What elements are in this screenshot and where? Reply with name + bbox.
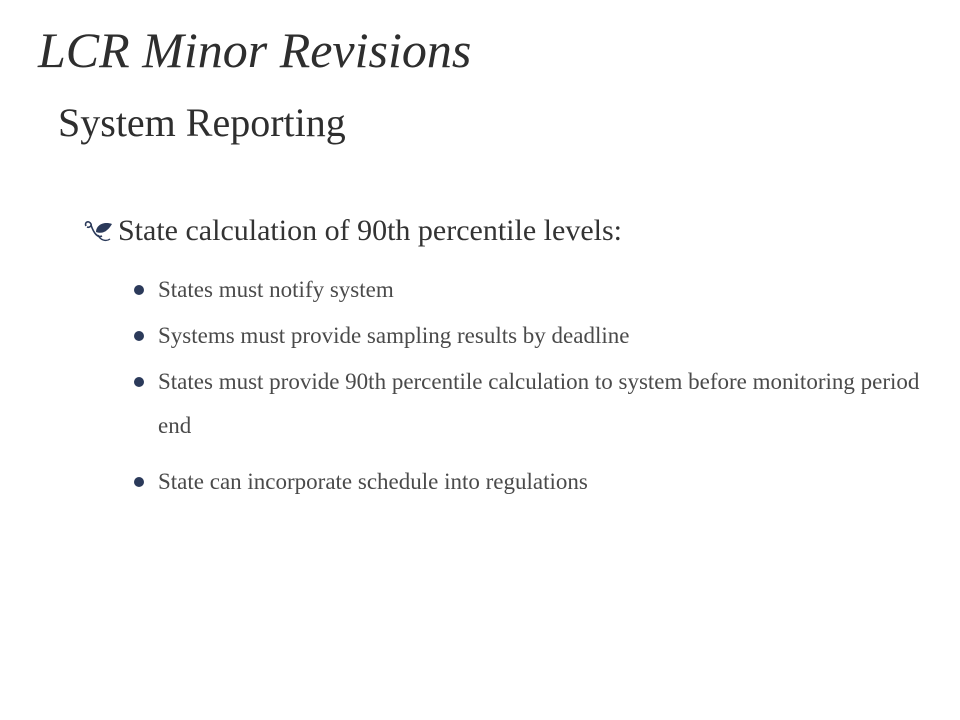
bullet-dot-icon [134,331,144,341]
list-item [132,460,932,504]
list-item [132,268,932,312]
list-item-text: States must notify system [158,277,394,302]
list-item [132,314,932,358]
slide-subtitle: System Reporting [58,100,346,145]
list-item [132,360,932,448]
main-bullet-text: State calculation of 90th percentile levels: [118,214,622,247]
list-item-text: State can incorporate schedule into regulations [158,469,588,494]
slide-title: LCR Minor Revisions [38,22,472,78]
main-bullet [82,214,622,248]
bullet-dot-icon [134,377,144,387]
bullet-dot-icon [134,285,144,295]
fleuron-icon [82,216,116,246]
list-item-text: States must provide 90th percentile calculation to system before monitoring period end [158,369,920,438]
bullet-dot-icon [134,477,144,487]
list-item-text: Systems must provide sampling results by deadline [158,323,630,348]
sub-bullet-list [132,268,932,504]
